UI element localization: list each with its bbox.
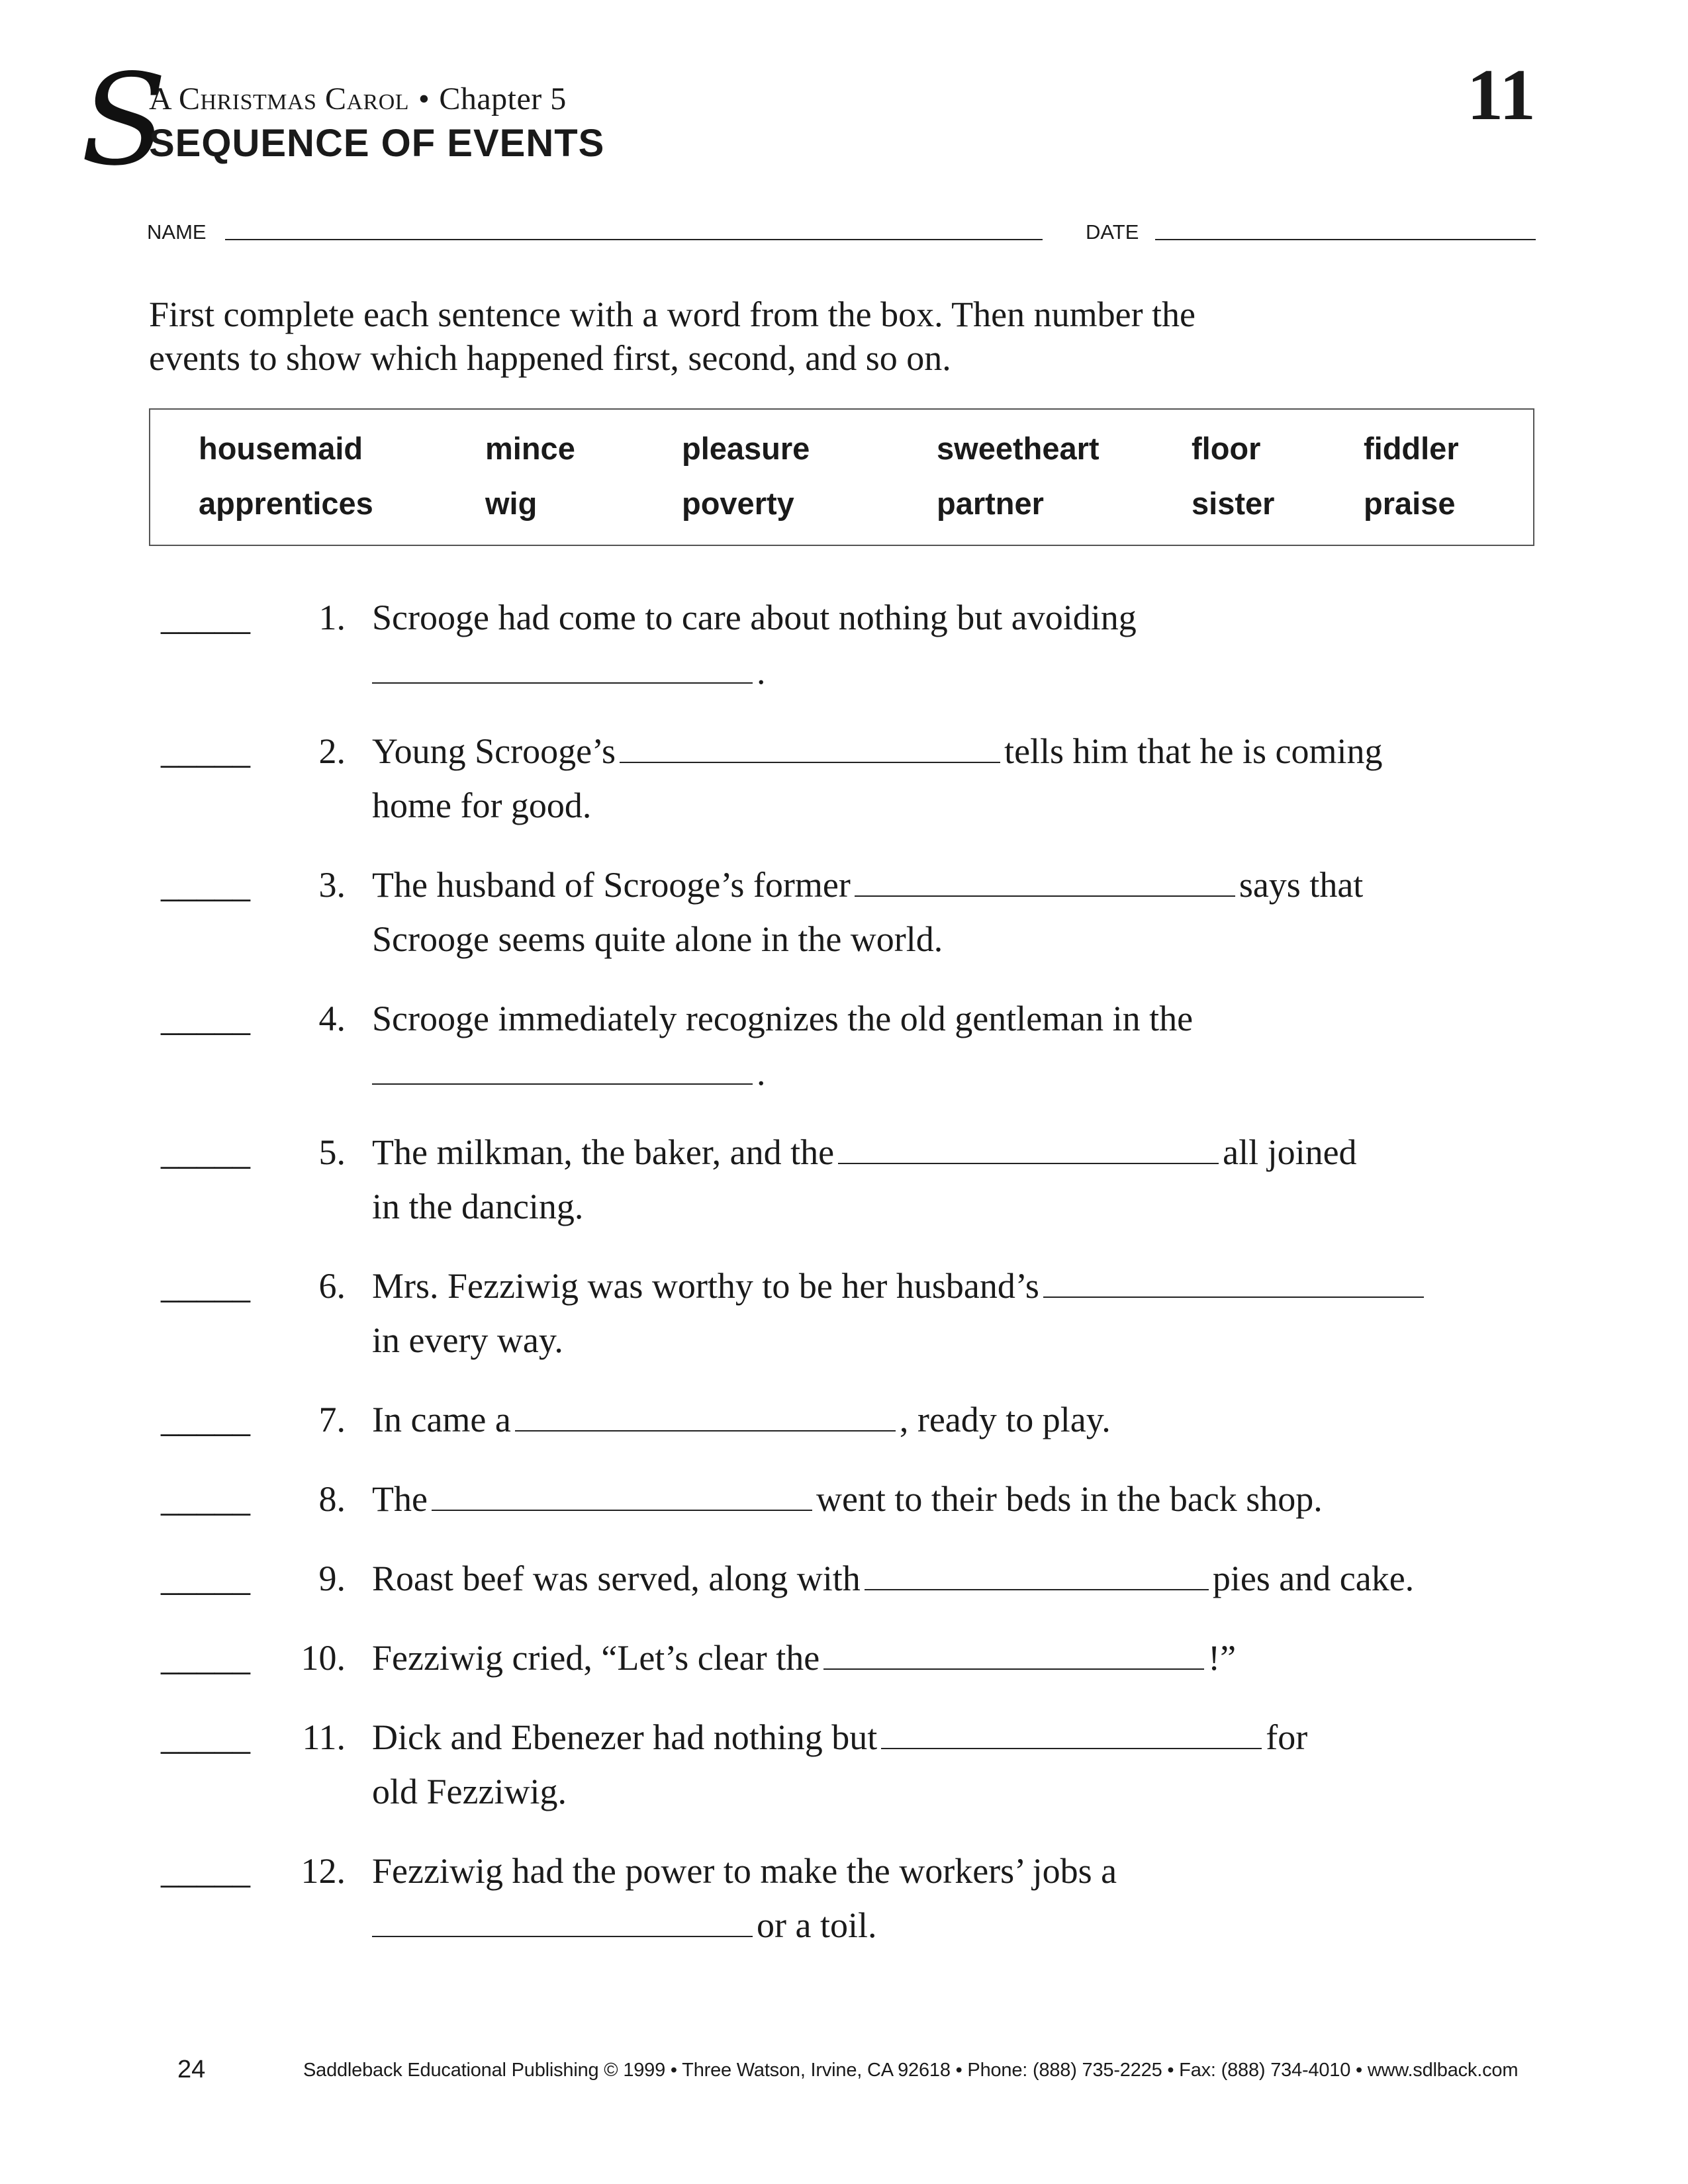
sentence-text: , ready to play. <box>899 1400 1111 1439</box>
order-blank[interactable]: _____ <box>161 1559 250 1598</box>
answer-blank[interactable] <box>515 1396 896 1432</box>
sentence-text: all joined <box>1223 1132 1357 1172</box>
word-bank-item: pleasure <box>682 431 810 466</box>
item-number: 8. <box>318 1479 346 1519</box>
sentence-text: !” <box>1208 1638 1237 1678</box>
item-number: 4. <box>318 999 346 1038</box>
word-bank-item: poverty <box>682 486 794 521</box>
answer-blank[interactable] <box>1043 1262 1424 1298</box>
answer-blank[interactable] <box>372 648 753 684</box>
sentence-text: in the dancing. <box>372 1187 584 1226</box>
sentence-text: The milkman, the baker, and the <box>372 1132 835 1172</box>
sentence-text: . <box>757 652 766 692</box>
series-heading <box>149 81 567 117</box>
sentence-text: Scrooge seems quite alone in the world. <box>372 919 943 959</box>
item-number: 2. <box>318 731 346 771</box>
order-blank[interactable]: _____ <box>161 865 250 905</box>
separator-bullet: • <box>418 81 430 116</box>
answer-blank[interactable] <box>881 1713 1262 1749</box>
order-blank[interactable]: _____ <box>161 1400 250 1439</box>
date-label: DATE <box>1086 220 1139 244</box>
answer-blank[interactable] <box>855 861 1235 897</box>
word-bank-item: sister <box>1192 486 1275 521</box>
order-blank[interactable]: _____ <box>161 598 250 637</box>
item-number: 3. <box>318 865 346 905</box>
sentence-text: went to their beds in the back shop. <box>816 1479 1323 1519</box>
footer-publisher: Saddleback Educational Publishing © 1999 • Three Watson, Irvine, CA 92618 • Phone: (888) 735-2225 • Fax: (888) 734-4010 • www.sdlback.com <box>303 2060 1519 2081</box>
sentence-text: Mrs. Fezziwig was worthy to be her husband’s <box>372 1266 1039 1306</box>
sentence-text: Young Scrooge’s <box>372 731 616 771</box>
item-number: 7. <box>318 1400 346 1439</box>
sentence-text: in every way. <box>372 1320 563 1360</box>
sentence-text: The <box>372 1479 428 1519</box>
answer-blank[interactable] <box>432 1475 812 1511</box>
answer-blank[interactable] <box>865 1555 1209 1590</box>
sentence-text: pies and cake. <box>1212 1559 1415 1598</box>
instructions <box>149 293 1407 380</box>
sentence-text: home for good. <box>372 786 592 825</box>
logo-letter: S <box>81 47 167 193</box>
item-number: 5. <box>318 1132 346 1172</box>
sentence-text: for <box>1266 1717 1308 1757</box>
name-field[interactable] <box>225 239 1043 240</box>
worksheet-number: 11 <box>1467 54 1536 135</box>
order-blank[interactable]: _____ <box>161 1479 250 1519</box>
answer-blank[interactable] <box>838 1128 1219 1164</box>
word-bank-item: floor <box>1192 431 1261 466</box>
word-bank-box <box>149 408 1534 546</box>
worksheet-title: SEQUENCE OF EVENTS <box>149 122 605 165</box>
word-bank-item: fiddler <box>1364 431 1459 466</box>
sentence-text: Fezziwig had the power to make the workers’ jobs a <box>372 1851 1117 1891</box>
order-blank[interactable]: _____ <box>161 999 250 1038</box>
order-blank[interactable]: _____ <box>161 1266 250 1306</box>
item-number: 9. <box>318 1559 346 1598</box>
sentence-text: says that <box>1239 865 1364 905</box>
answer-blank[interactable] <box>620 727 1000 763</box>
sentence-text: . <box>757 1053 766 1093</box>
sentence-text: old Fezziwig. <box>372 1772 567 1811</box>
sentence-text: Scrooge had come to care about nothing but avoiding <box>372 598 1137 637</box>
chapter-label: Chapter 5 <box>439 81 567 116</box>
publisher-logo <box>81 47 167 193</box>
answer-blank[interactable] <box>823 1634 1204 1670</box>
footer-page-number: 24 <box>177 2056 206 2083</box>
order-blank[interactable]: _____ <box>161 1717 250 1757</box>
instructions-line: First complete each sentence with a word from the box. Then number the <box>149 295 1196 334</box>
sentence-text: tells him that he is coming <box>1004 731 1383 771</box>
word-bank-item: praise <box>1364 486 1456 521</box>
word-bank-item: housemaid <box>199 431 363 466</box>
order-blank[interactable]: _____ <box>161 1132 250 1172</box>
answer-blank[interactable] <box>372 1049 753 1085</box>
word-bank-item: sweetheart <box>937 431 1100 466</box>
sentence-text: Scrooge immediately recognizes the old gentleman in the <box>372 999 1194 1038</box>
order-blank[interactable]: _____ <box>161 1851 250 1891</box>
sentence-text: Roast beef was served, along with <box>372 1559 861 1598</box>
date-field[interactable] <box>1155 239 1536 240</box>
order-blank[interactable]: _____ <box>161 1638 250 1678</box>
sentence-text: or a toil. <box>757 1905 877 1945</box>
word-bank-item: apprentices <box>199 486 373 521</box>
sentence-text: In came a <box>372 1400 511 1439</box>
sentence-text: Fezziwig cried, “Let’s clear the <box>372 1638 820 1678</box>
instructions-line: events to show which happened first, second, and so on. <box>149 338 951 378</box>
item-number: 11. <box>302 1717 346 1757</box>
sentence-text: The husband of Scrooge’s former <box>372 865 851 905</box>
word-bank-item: mince <box>485 431 575 466</box>
item-number: 12. <box>301 1851 346 1891</box>
word-bank-item: wig <box>485 486 538 521</box>
item-number: 1. <box>318 598 346 637</box>
sentence-text: Dick and Ebenezer had nothing but <box>372 1717 878 1757</box>
book-title: A Christmas Carol <box>149 81 410 116</box>
order-blank[interactable]: _____ <box>161 731 250 771</box>
item-number: 6. <box>318 1266 346 1306</box>
word-bank-item: partner <box>937 486 1044 521</box>
name-label: NAME <box>147 220 207 244</box>
answer-blank[interactable] <box>372 1901 753 1937</box>
item-number: 10. <box>301 1638 346 1678</box>
